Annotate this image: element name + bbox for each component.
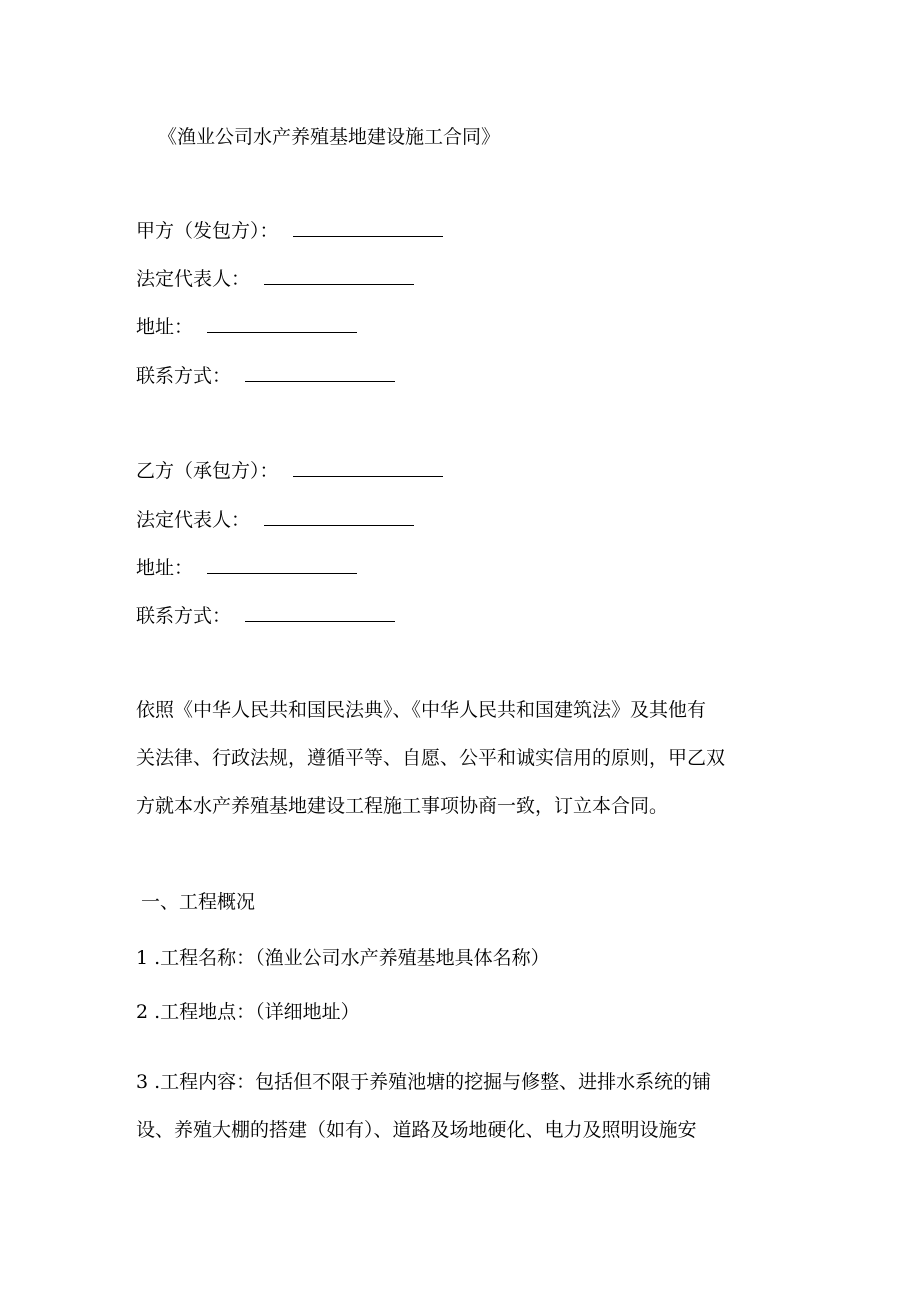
party-a-contact-label: 联系方式： xyxy=(136,365,232,387)
section-1-item-3-line-2: 设、养殖大棚的搭建（如有）、道路及场地硬化、电力及照明设施安 xyxy=(136,1119,697,1141)
contract-title: 《渔业公司水产养殖基地建设施工合同》 xyxy=(158,126,501,148)
party-b-contact-blank[interactable] xyxy=(245,603,395,622)
section-1-heading: 一、工程概况 xyxy=(141,891,256,913)
section-1-item-2: 2 .工程地点：（详细地址） xyxy=(136,1001,360,1023)
intro-line-2: 关法律、行政法规，遵循平等、自愿、公平和诚实信用的原则，甲乙双 xyxy=(136,747,726,769)
party-a-blank[interactable] xyxy=(293,218,443,237)
party-a-addr-label: 地址： xyxy=(136,316,194,338)
party-b-addr-row xyxy=(136,555,357,580)
party-b-rep-blank[interactable] xyxy=(264,507,414,526)
party-a-contact-row xyxy=(136,363,395,388)
party-b-rep-label: 法定代表人： xyxy=(136,509,251,531)
party-a-rep-label: 法定代表人： xyxy=(136,268,251,290)
party-b-contact-label: 联系方式： xyxy=(136,605,232,627)
party-a-label: 甲方（发包方）： xyxy=(136,220,279,242)
section-1-item-3 xyxy=(136,1058,796,1154)
intro-paragraph xyxy=(136,686,796,830)
party-b-label: 乙方（承包方）： xyxy=(136,460,279,482)
party-b-contact-row xyxy=(136,603,395,628)
party-a-rep-row xyxy=(136,266,414,291)
section-1-item-1: 1 .工程名称：（渔业公司水产养殖基地具体名称） xyxy=(136,947,550,969)
intro-line-1: 依照《中华人民共和国民法典》、《中华人民共和国建筑法》及其他有 xyxy=(136,699,707,721)
party-b-row xyxy=(136,458,443,483)
party-a-contact-blank[interactable] xyxy=(245,363,395,382)
section-1-item-3-line-1: 3 .工程内容：包括但不限于养殖池塘的挖掘与修整、进排水系统的铺 xyxy=(136,1071,712,1093)
party-b-addr-label: 地址： xyxy=(136,557,194,579)
intro-line-3: 方就本水产养殖基地建设工程施工事项协商一致，订立本合同。 xyxy=(136,795,669,817)
party-a-addr-row xyxy=(136,314,357,339)
party-b-addr-blank[interactable] xyxy=(207,555,357,574)
party-a-row xyxy=(136,218,443,243)
party-b-rep-row xyxy=(136,507,414,532)
party-a-addr-blank[interactable] xyxy=(207,314,357,333)
party-a-rep-blank[interactable] xyxy=(264,266,414,285)
party-b-blank[interactable] xyxy=(293,458,443,477)
